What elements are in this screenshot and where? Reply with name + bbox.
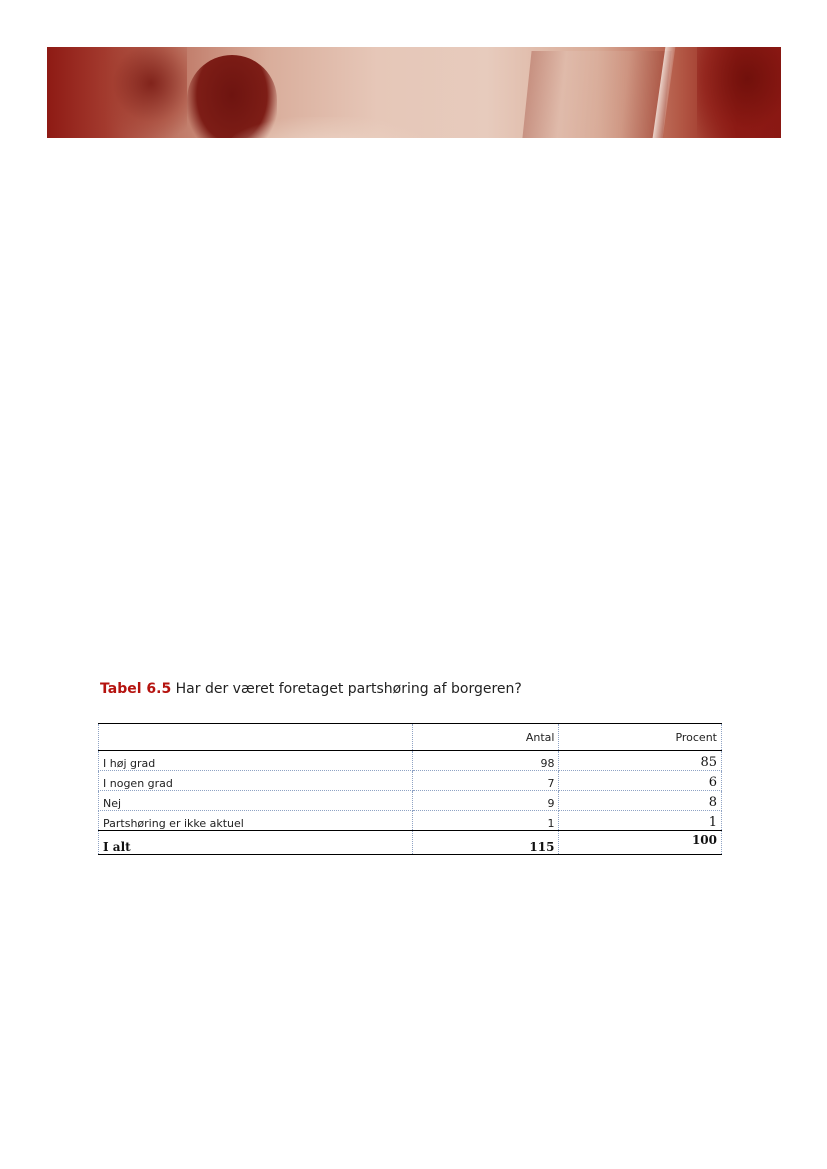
row-label: Nej <box>99 791 413 811</box>
row-antal: 7 <box>412 771 559 791</box>
row-procent: 1 <box>559 811 722 831</box>
total-antal: 115 <box>412 831 559 855</box>
row-antal: 1 <box>412 811 559 831</box>
row-label: Partshøring er ikke aktuel <box>99 811 413 831</box>
table-row <box>99 791 722 811</box>
header-procent-cell: Procent <box>559 724 722 751</box>
total-procent: 100 <box>559 831 722 855</box>
banner-right-shadow <box>697 47 781 138</box>
row-procent: 8 <box>559 791 722 811</box>
row-label: I nogen grad <box>99 771 413 791</box>
row-label: I høj grad <box>99 751 413 771</box>
total-label: I alt <box>99 831 413 855</box>
banner-hair-shadow <box>97 47 187 138</box>
table-caption <box>100 680 522 698</box>
row-antal: 9 <box>412 791 559 811</box>
table-header-row <box>99 724 722 751</box>
row-procent: 6 <box>559 771 722 791</box>
row-antal: 98 <box>412 751 559 771</box>
table-row <box>99 811 722 831</box>
row-procent: 85 <box>559 751 722 771</box>
table-row <box>99 751 722 771</box>
results-table <box>98 723 722 855</box>
banner-computer-screen <box>522 51 671 138</box>
header-banner-image <box>47 47 781 138</box>
table-caption-text: Har der været foretaget partshøring af borgeren? <box>175 681 522 697</box>
table-total-row <box>99 831 722 855</box>
header-label-cell <box>99 724 413 751</box>
table-row <box>99 771 722 791</box>
table-caption-label: Tabel 6.5 <box>100 681 172 697</box>
header-antal-cell: Antal <box>412 724 559 751</box>
